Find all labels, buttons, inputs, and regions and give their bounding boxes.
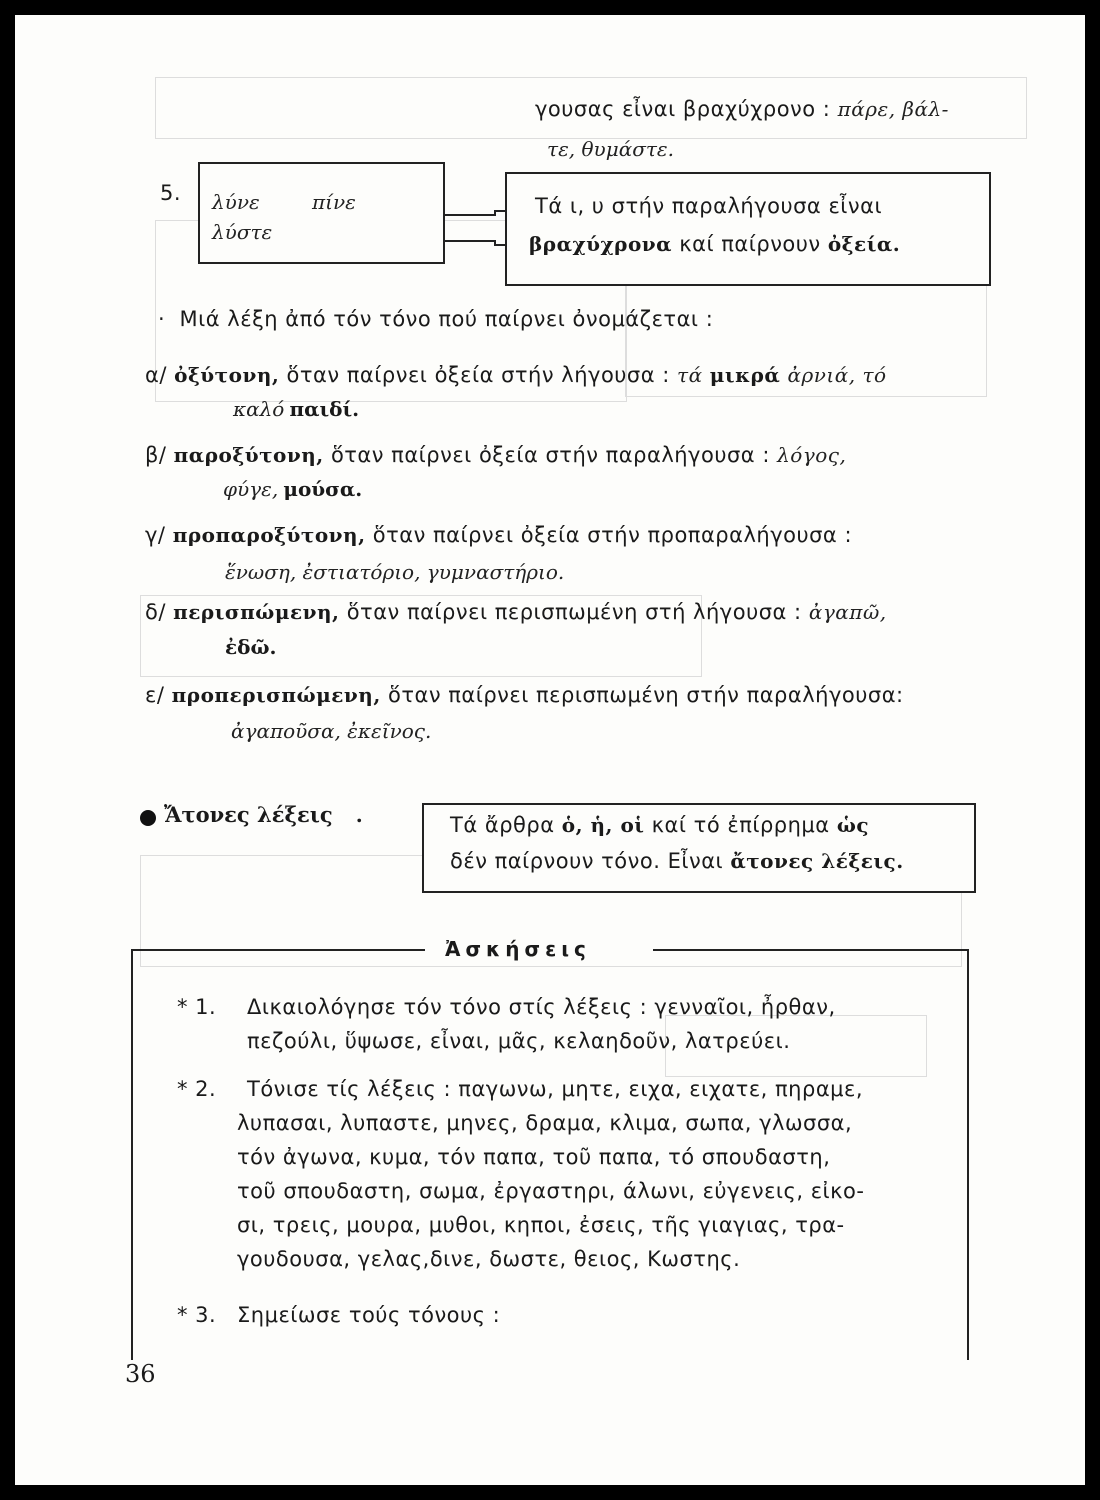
continuation-text: γουσας εἶναι βραχύχρονο : bbox=[535, 97, 831, 121]
atones-box bbox=[422, 803, 976, 893]
item-term: ὀξύτονη, bbox=[174, 363, 280, 387]
atones-heading-row bbox=[140, 802, 363, 827]
exercise-line: Σημείωσε τούς τόνους : bbox=[237, 1303, 501, 1327]
item-example-bold: παιδί. bbox=[289, 397, 360, 421]
continuation-examples: πάρε, βάλ- bbox=[837, 97, 949, 121]
rule-line-2 bbox=[529, 232, 900, 256]
item-text: ὅταν παίρνει ὀξεία στήν προπαραλήγουσα : bbox=[372, 523, 853, 547]
rule-number: 5. bbox=[160, 181, 182, 205]
word-luste: λύστε bbox=[212, 220, 273, 244]
item-label: ε/ bbox=[145, 683, 165, 707]
atones-adverb: ὡς bbox=[836, 813, 870, 837]
word-box bbox=[198, 162, 445, 264]
word-lune: λύνε bbox=[212, 190, 260, 214]
bullet-dot: · bbox=[158, 307, 166, 331]
item-example: λόγος, bbox=[777, 443, 847, 467]
bullet-dot-icon bbox=[140, 810, 156, 826]
class-item-a bbox=[145, 363, 887, 387]
item-text: ὅταν παίρνει περισπωμένη στή λήγουσα : bbox=[346, 600, 802, 624]
item-example-bold: μικρά bbox=[709, 363, 781, 387]
class-item-d-line2: ἐδῶ. bbox=[225, 635, 277, 659]
atones-text: δέν παίρνουν τόνο. Εἶναι bbox=[450, 849, 724, 873]
page-number: 36 bbox=[125, 1360, 156, 1388]
exercise-line: γουδουσα, γελας,δινε, δωστε, θειος, Κωστης. bbox=[237, 1247, 741, 1271]
exercise-marker: * 2. bbox=[177, 1077, 217, 1101]
item-text: ὅταν παίρνει ὀξεία στήν λήγουσα : bbox=[286, 363, 670, 387]
exercise-line: Τόνισε τίς λέξεις : παγωνω, μητε, ειχα, ειχατε, πηραμε, bbox=[247, 1077, 864, 1101]
item-term: προπαροξύτονη, bbox=[172, 523, 366, 547]
class-item-b bbox=[145, 443, 846, 467]
book-page bbox=[15, 15, 1085, 1485]
class-item-b-line2 bbox=[223, 477, 362, 501]
classification-intro bbox=[158, 307, 713, 331]
item-example: καλό bbox=[233, 397, 285, 421]
continuation-line-1 bbox=[535, 97, 949, 121]
atones-heading: Ἄτονες λέξεις bbox=[164, 802, 333, 827]
atones-dot: . bbox=[355, 803, 363, 827]
exercise-line: τοῦ σπουδαστη, σωμα, ἐργαστηρι, άλωνι, εὐγενεις, εἰκο- bbox=[237, 1179, 865, 1203]
exercise-marker: * 1. bbox=[177, 995, 217, 1019]
rule-box bbox=[505, 172, 991, 286]
exercise-line: λυπασαι, λυπαστε, μηνες, δραμα, κλιμα, σωπα, γλωσσα, bbox=[237, 1111, 853, 1135]
rule-line-1: Τά ι, υ στήν παραλήγουσα εἶναι bbox=[535, 194, 883, 218]
item-example: ἀρνιά, τό bbox=[787, 363, 887, 387]
class-item-e-line2: ἀγαποῦσα, ἐκεῖνος. bbox=[231, 719, 432, 743]
item-label: γ/ bbox=[145, 523, 166, 547]
class-item-c-line2: ἕνωση, ἐστιατόριο, γυμναστήριο. bbox=[225, 560, 565, 584]
exercise-line: Δικαιολόγησε τόν τόνο στίς λέξεις : γενναῖοι, ἦρθαν, bbox=[247, 995, 836, 1019]
rule-mid-text: καί παίρνουν bbox=[679, 232, 821, 256]
atones-term: ἄτονες λέξεις. bbox=[730, 849, 904, 873]
atones-articles: ὁ, ἡ, οἱ bbox=[561, 813, 645, 837]
continuation-line-2: τε, θυμάστε. bbox=[547, 137, 675, 161]
item-term: παροξύτονη, bbox=[173, 443, 324, 467]
item-text: ὅταν παίρνει ὀξεία στήν παραλήγουσα : bbox=[330, 443, 770, 467]
exercise-line: πεζούλι, ὕψωσε, εἶναι, μᾶς, κελαηδοῦν, λατρεύει. bbox=[247, 1029, 791, 1053]
exercise-line: τόν ἀγωνα, κυμα, τόν παπα, τοῦ παπα, τό σπουδαστη, bbox=[237, 1145, 831, 1169]
rule-end-term: ὀξεία. bbox=[827, 232, 901, 256]
atones-line-1 bbox=[450, 813, 869, 837]
item-term: προπερισπώμενη, bbox=[171, 683, 381, 707]
class-item-a-line2 bbox=[233, 397, 359, 421]
exercise-line: σι, τρεις, μουρα, μυθοι, κηποι, ἐσεις, τῆς γιαγιας, τρα- bbox=[237, 1213, 845, 1237]
atones-text: Τά ἄρθρα bbox=[450, 813, 555, 837]
item-example: ἀγαπῶ, bbox=[808, 600, 887, 624]
item-text: ὅταν παίρνει περισπωμένη στήν παραλήγουσα: bbox=[387, 683, 904, 707]
exercises-title: Ἀσκήσεις bbox=[445, 937, 591, 961]
exercise-marker: * 3. bbox=[177, 1303, 217, 1327]
item-example: φύγε, bbox=[223, 477, 279, 501]
item-example-bold: μούσα. bbox=[283, 477, 363, 501]
class-item-c bbox=[145, 523, 852, 547]
intro-text: Μιά λέξη ἀπό τόν τόνο πού παίρνει ὀνομάζεται : bbox=[179, 307, 714, 331]
item-label: β/ bbox=[145, 443, 167, 467]
item-example: τά bbox=[677, 363, 703, 387]
rule-bold-term: βραχύχρονα bbox=[529, 232, 673, 256]
atones-line-2 bbox=[450, 849, 904, 873]
class-item-d bbox=[145, 600, 887, 624]
class-item-e bbox=[145, 683, 904, 707]
word-pine: πίνε bbox=[312, 190, 356, 214]
item-label: δ/ bbox=[145, 600, 166, 624]
connector-lines bbox=[435, 195, 510, 255]
item-label: α/ bbox=[145, 363, 167, 387]
atones-text: καί τό ἐπίρρημα bbox=[651, 813, 830, 837]
item-term: περισπώμενη, bbox=[173, 600, 340, 624]
